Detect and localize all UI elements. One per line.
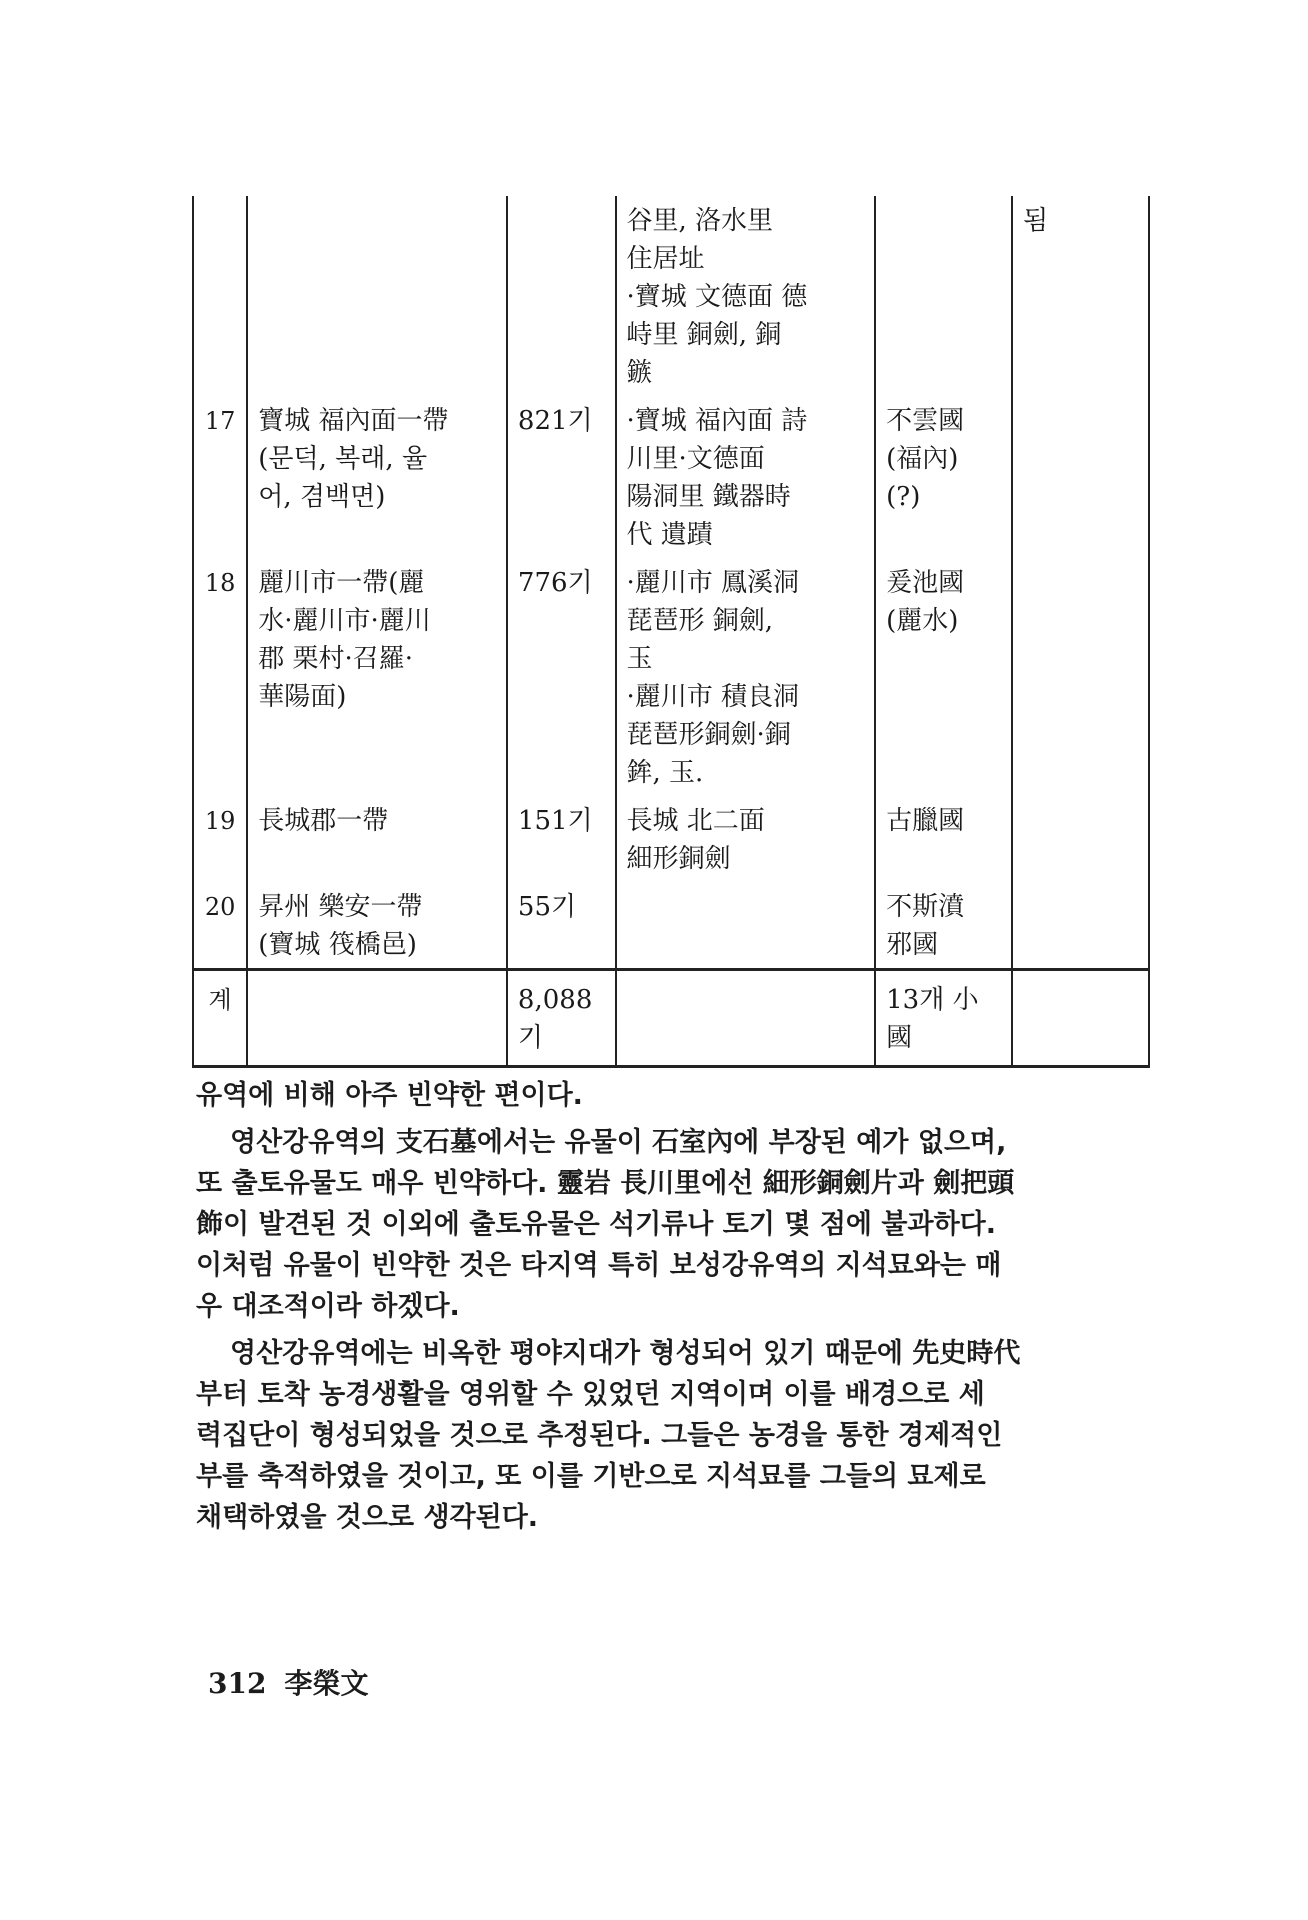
site-line: 長城 北二面 (626, 806, 765, 836)
area-line: (문덕, 복래, 율 (258, 444, 428, 474)
site-line: 陽洞里 鐵器時 (626, 482, 791, 512)
text-line: 부터 토착 농경생활을 영위할 수 있었던 지역이며 이를 배경으로 세 (196, 1379, 985, 1410)
site-line: 玉 (626, 644, 653, 674)
state-line: 邪國 (886, 930, 939, 960)
text-line: 또 출토유물도 매우 빈약하다. 靈岩 長川里에선 細形銅劍片과 劍把頭 (196, 1168, 1015, 1199)
dolmen-count-cell: 776기 (507, 558, 616, 796)
state-line: (福內) (886, 444, 959, 474)
sites-cell (616, 882, 876, 970)
table-row (193, 558, 1149, 796)
state-cell (875, 196, 1012, 396)
state-cell (875, 882, 1012, 970)
sites-cell (616, 396, 876, 558)
area-cell (247, 796, 507, 882)
total-state-line: 13개 小 (886, 985, 979, 1015)
state-line: 不雲國 (886, 406, 965, 436)
sites-cell (616, 970, 876, 1067)
site-line: 琵琶形 銅劍, (626, 606, 774, 636)
paragraph (196, 1122, 1156, 1327)
area-line: 郡 栗村·召羅· (258, 644, 414, 674)
area-cell (247, 196, 507, 396)
state-cell (875, 796, 1012, 882)
total-state-line: 國 (886, 1023, 913, 1053)
site-line: 細形銅劍 (626, 844, 731, 874)
area-cell (247, 396, 507, 558)
text-line: 유역에 비해 아주 빈약한 편이다. (196, 1080, 583, 1111)
row-number: 18 (193, 558, 247, 796)
site-line: 谷里, 洛水里 (626, 206, 774, 236)
table-row (193, 882, 1149, 970)
table-row (193, 396, 1149, 558)
table-body (193, 196, 1149, 1067)
text-line: 飾이 발견된 것 이외에 출토유물은 석기류나 토기 몇 점에 불과하다. (196, 1209, 996, 1240)
table-row (193, 796, 1149, 882)
area-cell (247, 970, 507, 1067)
site-line: 鉾, 玉. (626, 758, 704, 788)
note-cell (1012, 882, 1149, 970)
note-cell (1012, 970, 1149, 1067)
total-count-cell (507, 970, 616, 1067)
site-line: 鏃 (626, 358, 653, 388)
area-line: (寶城 筏橋邑) (258, 930, 417, 960)
page-footer (208, 1662, 386, 1702)
total-count-line: 8,088 (517, 985, 593, 1015)
paragraph (196, 1333, 1156, 1538)
area-cell (247, 882, 507, 970)
text-line: 채택하였을 것으로 생각된다. (196, 1502, 539, 1533)
note-cell (1012, 558, 1149, 796)
area-cell (247, 558, 507, 796)
state-line: (麗水) (886, 606, 959, 636)
state-cell (875, 558, 1012, 796)
text-line: 영산강유역의 支石墓에서는 유물이 石室內에 부장된 예가 없으며, (230, 1127, 1007, 1158)
total-label: 계 (193, 970, 247, 1067)
note-cell: 됨 (1012, 196, 1149, 396)
sites-cell (616, 796, 876, 882)
area-line: 어, 겸백면) (258, 482, 386, 512)
state-cell (875, 396, 1012, 558)
total-state-cell (875, 970, 1012, 1067)
dolmen-count-cell: 55기 (507, 882, 616, 970)
text-line: 력집단이 형성되었을 것으로 추정된다. 그들은 농경을 통한 경제적인 (196, 1420, 1003, 1451)
row-number (193, 196, 247, 396)
area-line: 水·麗川市·麗川 (258, 606, 431, 636)
body-text (196, 1075, 1156, 1538)
sites-cell (616, 196, 876, 396)
page-number: 312 (208, 1667, 267, 1700)
text-line: 부를 축적하였을 것이고, 또 이를 기반으로 지석묘를 그들의 묘제로 (196, 1461, 986, 1492)
text-line: 우 대조적이라 하겠다. (196, 1291, 460, 1322)
row-number: 17 (193, 396, 247, 558)
note-cell (1012, 396, 1149, 558)
site-line: ·麗川市 積良洞 (626, 682, 800, 712)
note-cell (1012, 796, 1149, 882)
site-line: 代 遺蹟 (626, 520, 713, 550)
author-name: 李榮文 (284, 1667, 369, 1700)
state-line: (?) (886, 482, 921, 512)
state-line: 古臘國 (886, 806, 965, 836)
site-line: ·麗川市 鳳溪洞 (626, 568, 800, 598)
table-row (193, 196, 1149, 396)
site-line: ·寶城 文德面 德 (626, 282, 808, 312)
total-row (193, 970, 1149, 1067)
site-line: 住居址 (626, 244, 705, 274)
sites-cell (616, 558, 876, 796)
total-count-line: 기 (517, 1023, 544, 1053)
dolmen-count-cell (507, 196, 616, 396)
text-line: 영산강유역에는 비옥한 평야지대가 형성되어 있기 때문에 先史時代 (230, 1338, 1021, 1369)
site-line: ·寶城 福內面 詩 (626, 406, 808, 436)
dolmen-distribution-table (192, 196, 1150, 1068)
site-line: 川里·文德面 (626, 444, 765, 474)
area-line: 長城郡一帶 (258, 806, 389, 836)
paragraph (196, 1075, 1156, 1116)
state-line: 不斯濆 (886, 892, 965, 922)
area-line: 寶城 福內面一帶 (258, 406, 449, 436)
site-line: 琵琶形銅劍·銅 (626, 720, 791, 750)
dolmen-count-cell: 151기 (507, 796, 616, 882)
area-line: 麗川市一帶(麗 (258, 568, 425, 598)
row-number: 20 (193, 882, 247, 970)
area-line: 昇州 樂安一帶 (258, 892, 423, 922)
text-line: 이처럼 유물이 빈약한 것은 타지역 특히 보성강유역의 지석묘와는 매 (196, 1250, 1002, 1281)
site-line: 峙里 銅劍, 銅 (626, 320, 782, 350)
area-line: 華陽面) (258, 682, 347, 712)
row-number: 19 (193, 796, 247, 882)
state-line: 爰池國 (886, 568, 965, 598)
dolmen-count-cell: 821기 (507, 396, 616, 558)
